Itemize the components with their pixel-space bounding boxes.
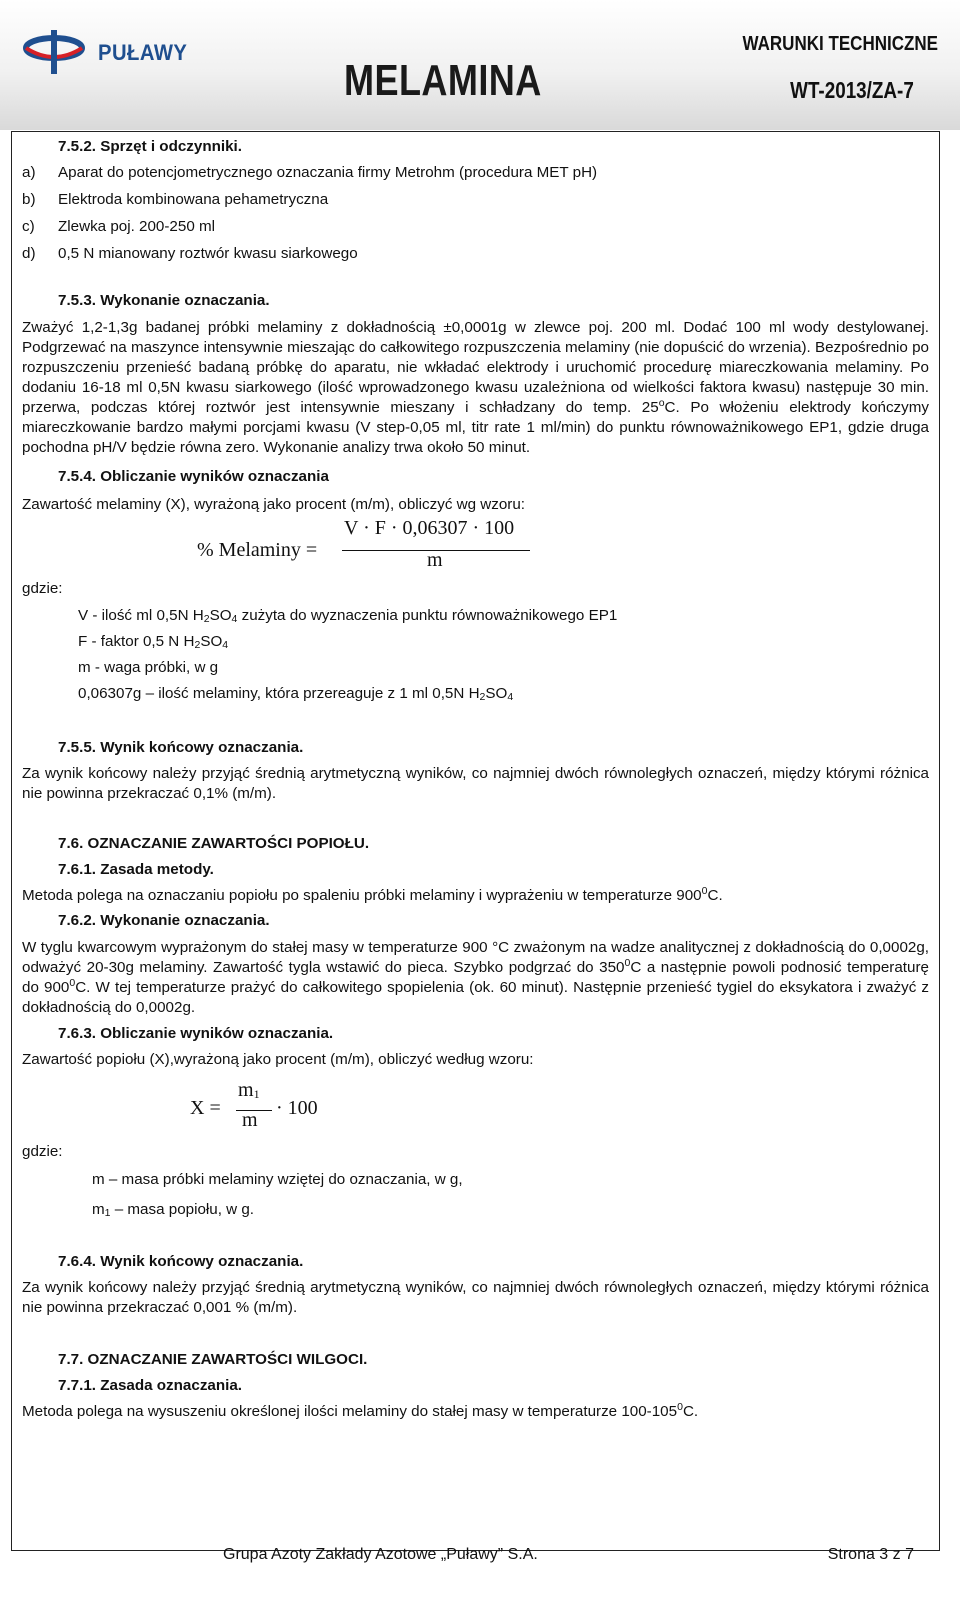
formula-symbol: m <box>238 1079 254 1101</box>
list-item-text: Zlewka poj. 200-250 ml <box>58 218 216 235</box>
definition-item <box>78 684 929 710</box>
paragraph: Za wynik końcowy należy przyjąć średnią arytmetyczną wyników, co najmniej dwóch równoległych oznaczeń, między którymi różnica nie powinna przekraczać 0,1% (m/m). <box>22 765 929 802</box>
list-item-text: 0,5 N mianowany roztwór kwasu siarkowego <box>58 245 358 262</box>
section-heading: 7.6. OZNACZANIE ZAWARTOŚCI POPIOŁU. <box>58 835 370 852</box>
superscript: 0 <box>701 885 708 897</box>
subscript: 1 <box>253 1087 260 1101</box>
definitions <box>22 606 929 710</box>
paragraph-text: Metoda polega na wysuszeniu określonej ilości melaminy do stałej masy w temperaturze 100-105 <box>22 1403 678 1420</box>
formula-numerator <box>238 1080 260 1100</box>
formula-denominator: m <box>427 549 443 571</box>
definition-text: SO <box>485 685 508 702</box>
section-heading: 7.7.1. Zasada oznaczania. <box>58 1377 243 1394</box>
formula-lhs: X = <box>190 1097 221 1119</box>
definition-item: m – masa próbki melaminy wziętej do oznaczania, w g, <box>92 1171 463 1188</box>
section-heading: 7.5.2. Sprzęt i odczynniki. <box>58 138 242 155</box>
list-item-label: a) <box>22 164 36 181</box>
definition-item <box>78 632 929 658</box>
list-item <box>22 217 929 244</box>
ash-formula <box>22 1076 929 1140</box>
paragraph-text: C. <box>682 1403 699 1420</box>
paragraph: Za wynik końcowy należy przyjąć średnią arytmetyczną wyników, co najmniej dwóch równoległych oznaczeń, między którymi różnica nie powinna przekraczać 0,001 % (m/m). <box>22 1279 929 1316</box>
formula-multiplier: · 100 <box>276 1097 318 1119</box>
paragraph-text: W tyglu kwarcowym wyprażonym do stałej masy w temperaturze 900 °C zważonym na wadze analitycznej z dokładnością do 0,0002g, odważyć 20-30g melaminy. Zawartość tygla wstawić do pieca. Szybko podgrzać do 350 <box>22 939 929 976</box>
definitions <box>22 1170 929 1226</box>
subscript: 4 <box>231 613 238 625</box>
section-heading <box>22 1252 929 1272</box>
footer-company: Grupa Azoty Zakłady Azotowe „Puławy” S.A. <box>223 1546 538 1563</box>
superscript: 0 <box>677 1401 683 1413</box>
section-heading: 7.5.4. Obliczanie wyników oznaczania <box>58 468 329 485</box>
section-heading: 7.6.1. Zasada metody. <box>58 861 214 878</box>
gdzie-label: gdzie: <box>22 580 63 597</box>
definition-text: V - ilość ml 0,5N H <box>78 607 204 624</box>
section-heading: 7.6.2. Wykonanie oznaczania. <box>58 912 270 929</box>
superscript: 0 <box>624 957 631 969</box>
footer-page-number: Strona 3 z 7 <box>827 1546 914 1563</box>
section-heading: 7.5.3. Wykonanie oznaczania. <box>58 292 270 309</box>
superscript: o <box>658 397 665 409</box>
definition-text: SO <box>200 633 223 650</box>
definition-item <box>92 1200 929 1226</box>
document-title: MELAMINA <box>344 56 542 105</box>
paragraph-text: Zważyć 1,2-1,3g badanej próbki melaminy z dokładnością ±0,0001g w zlewce poj. 200 ml. Dodać 100 ml wody destylowanej. Podgrzewać na maszynce intensywnie mieszając do całkowitego rozpuszczenia melaminy (nie dopuścić do wrzenia). Bezpośrednio po rozpuszczeniu przenieść badaną próbkę do aparatu, nie wkładać elektrody i uruchomić procedurę miareczkowania melaminy. Po dodaniu 16-18 ml 0,5N kwasu siarkowego (ilość wprowadzonego kwasu uzależniona od wielkości faktora kwasu) następuje 30 min. przerwa, podczas której roztwór jest intensywnie mieszany i schładzany do temp. 25 <box>22 319 929 416</box>
definition-text: – masa popiołu, w g. <box>110 1201 255 1218</box>
subscript: 1 <box>104 1207 111 1219</box>
subscript: 2 <box>203 613 210 625</box>
document-code: WT-2013/ZA-7 <box>790 77 914 103</box>
paragraph-text: C a następnie powoli podnosić temperaturę do 900 <box>22 959 929 996</box>
definition-text: SO <box>209 607 232 624</box>
document-body <box>22 131 929 1422</box>
superscript: 0 <box>69 977 76 989</box>
paragraph-text: C. <box>707 887 723 904</box>
definition-text: m <box>92 1201 105 1218</box>
list-item <box>22 190 929 217</box>
definition-text: zużyta do wyznaczenia punktu równoważnikowego EP1 <box>237 607 618 624</box>
paragraph-text: C. Po włożeniu elektrody kończymy miareczkowanie bardzo małymi porcjami kwasu (V step-0,05 ml, titr rate 1 ml/min) do punktu równoważnikowego EP1, gdzie druga pochodna pH/V będzie równa zero. Wykonanie analizy trwa około 50 minut. <box>22 399 929 456</box>
paragraph: Zawartość popiołu (X),wyrażoną jako procent (m/m), obliczyć według wzoru: <box>22 1051 534 1068</box>
list-item-label: c) <box>22 218 35 235</box>
definition-text: 0,06307g – ilość melaminy, która przereaguje z 1 ml 0,5N H <box>78 685 480 702</box>
list-item-label: b) <box>22 191 36 208</box>
paragraph <box>22 938 929 1018</box>
subscript: 2 <box>479 691 486 703</box>
formula-numerator: V · F · 0,06307 · 100 <box>344 517 515 539</box>
document-type: WARUNKI TECHNICZNE <box>742 33 938 55</box>
list-item-text: Elektroda kombinowana pehametryczna <box>58 191 329 208</box>
logo-wordmark: PUŁAWY <box>98 40 188 65</box>
paragraph <box>22 318 929 458</box>
definition-item <box>78 658 929 684</box>
subscript: 2 <box>194 639 201 651</box>
definition-text: F - faktor 0,5 N H <box>78 633 195 650</box>
paragraph <box>22 1402 929 1422</box>
heading-text: 7.6.4. Wynik końcowy oznaczania. <box>58 1253 304 1270</box>
page-header <box>0 0 960 130</box>
paragraph-text: Metoda polega na oznaczaniu popiołu po spaleniu próbki melaminy i wyprażeniu w temperaturze 900 <box>22 887 702 904</box>
definition-text: m - waga próbki, w g <box>78 659 219 676</box>
definition-item <box>78 606 929 632</box>
list-item <box>22 244 929 271</box>
section-heading <box>22 738 929 758</box>
paragraph-text: C. W tej temperaturze prażyć do całkowitego spopielenia (ok. 60 minut). Następnie przenieść tygiel do eksykatora i zważyć z dokładnością do 0,0002g. <box>22 979 930 1016</box>
equipment-list <box>22 163 929 271</box>
melamine-formula <box>22 518 929 578</box>
formula-denominator: m <box>242 1109 258 1131</box>
heading-text: 7.5.5. Wynik końcowy oznaczania. <box>58 739 304 756</box>
subscript: 4 <box>507 691 514 703</box>
paragraph: Zawartość melaminy (X), wyrażoną jako procent (m/m), obliczyć wg wzoru: <box>22 496 526 513</box>
gdzie-label: gdzie: <box>22 1143 63 1160</box>
list-item <box>22 163 929 190</box>
paragraph <box>22 886 929 906</box>
section-heading: 7.6.3. Obliczanie wyników oznaczania. <box>58 1025 334 1042</box>
list-item-label: d) <box>22 245 36 262</box>
list-item-text: Aparat do potencjometrycznego oznaczania firmy Metrohm (procedura MET pH) <box>58 164 598 181</box>
formula-lhs: % Melaminy = <box>197 539 318 561</box>
section-heading: 7.7. OZNACZANIE ZAWARTOŚCI WILGOCI. <box>58 1351 368 1368</box>
subscript: 4 <box>222 639 229 651</box>
